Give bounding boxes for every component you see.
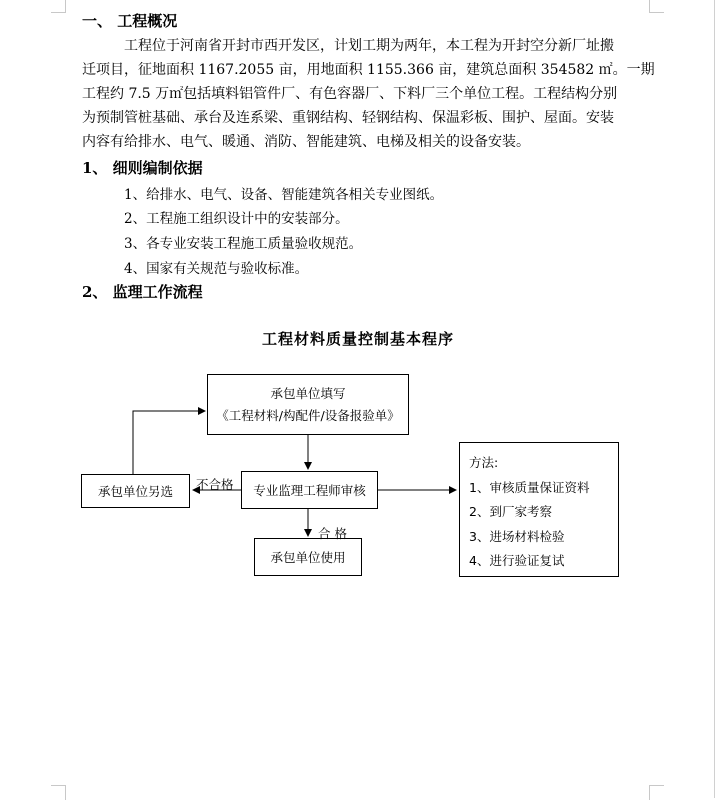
- pass-label: 合 格: [318, 526, 347, 541]
- section-heading-workflow: 2、 监理工作流程: [82, 283, 203, 301]
- paragraph-line: 为预制管桩基础、承台及连系梁、重钢结构、轻钢结构、保温彩板、围护、屋面。安装: [82, 110, 614, 126]
- supervisor-review-box: 专业监理工程师审核: [241, 471, 378, 509]
- submit-report-line: 《工程材料/构配件/设备报验单》: [216, 407, 400, 423]
- method-item: 3、进场材料检验: [469, 528, 565, 544]
- list-item: 4、国家有关规范与验收标准。: [124, 261, 309, 277]
- method-item: 1、审核质量保证资料: [469, 479, 590, 495]
- methods-box: [459, 442, 619, 577]
- flowchart-title: 工程材料质量控制基本程序: [261, 330, 454, 348]
- paragraph-line: 迁项目，征地面积 1167.2055 亩，用地面积 1155.366 亩，建筑总面积 354582 ㎡。一期: [82, 62, 655, 78]
- paragraph-line: 工程约 7.5 万㎡包括填料铝管件厂、有色容器厂、下料厂三个单位工程。工程结构分别: [82, 86, 618, 102]
- list-item: 2、工程施工组织设计中的安装部分。: [124, 211, 349, 227]
- methods-title: 方法:: [469, 455, 499, 470]
- paragraph-line: 工程位于河南省开封市西开发区，计划工期为两年，本工程为开封空分新厂址搬: [124, 38, 614, 54]
- arrow-reselect-to-top: [133, 411, 205, 474]
- submit-report-line: 承包单位填写: [270, 385, 346, 401]
- section-heading-overview: 一、 工程概况: [82, 12, 178, 30]
- contractor-use-box: 承包单位使用: [254, 538, 362, 576]
- reselect-box: 承包单位另选: [81, 474, 190, 508]
- list-item: 1、给排水、电气、设备、智能建筑各相关专业图纸。: [124, 187, 444, 203]
- list-item: 3、各专业安装工程施工质量验收规范。: [124, 236, 363, 252]
- paragraph-line: 内容有给排水、电气、暖通、消防、智能建筑、电梯及相关的设备安装。: [82, 134, 530, 150]
- method-item: 4、进行验证复试: [469, 553, 565, 568]
- section-heading-basis: 1、 细则编制依据: [82, 159, 203, 177]
- method-item: 2、到厂家考察: [469, 504, 552, 519]
- reject-label: 不合格: [196, 477, 234, 492]
- submit-report-box: [207, 374, 409, 435]
